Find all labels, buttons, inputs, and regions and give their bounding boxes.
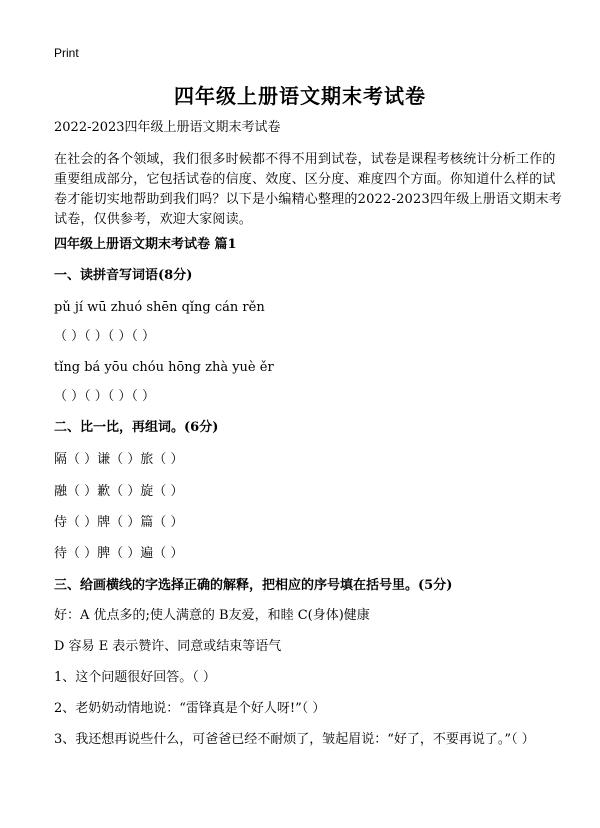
compare-row: 侍（ ）牌（ ）篇（ ） (54, 515, 184, 530)
definition-options-1: 好：A 优点多的;使人满意的 B友爱，和睦 C(身体)健康 (54, 608, 370, 623)
document-subtitle: 2022-2023四年级上册语文期末考试卷 (54, 120, 281, 135)
section3-heading: 三、给画横线的字选择正确的解释，把相应的序号填在括号里。(5分) (54, 578, 453, 593)
intro-paragraph: 在社会的各个领域，我们很多时候都不得不用到试卷，试卷是课程考核统计分析工作的重要组成部分，它包括试卷的信度、效度、区分度、难度四个方面。你知道什么样的试卷才能切实地帮助到我们吗？以下是小编精心整理的2022-2023四年级上册语文期末考试卷，仅供参考，欢迎大家阅读。 (54, 152, 562, 227)
compare-row: 融（ ）歉（ ）旋（ ） (54, 484, 184, 499)
section1-heading: 一、读拼音写词语(8分) (54, 268, 193, 283)
question-1: 1、这个问题很好回答。（ ） (54, 670, 216, 685)
definition-options-2: D 容易 E 表示赞许、同意或结束等语气 (54, 639, 282, 654)
compare-row: 待（ ）脾（ ）遍（ ） (54, 546, 184, 561)
part-heading: 四年级上册语文期末考试卷 篇1 (54, 237, 237, 252)
blanks-row-1: （ ）（ ）（ ）（ ） (54, 329, 156, 344)
print-link[interactable]: Print (54, 46, 79, 60)
document-title: 四年级上册语文期末考试卷 (174, 84, 426, 108)
question-2: 2、老奶奶动情地说：“雷锋真是个好人呀!”（ ） (54, 701, 326, 716)
compare-row: 隔（ ）谦（ ）旅（ ） (54, 452, 184, 467)
pinyin-row-2: tǐng bá yōu chóu hōng zhà yuè ěr (54, 360, 274, 375)
question-3: 3、我还想再说些什么，可爸爸已经不耐烦了，皱起眉说：“好了，不要再说了。”（ ） (54, 732, 535, 747)
pinyin-row-1: pǔ jí wū zhuó shēn qǐng cán rěn (54, 300, 265, 315)
blanks-row-2: （ ）（ ）（ ）（ ） (54, 389, 156, 404)
section2-heading: 二、比一比，再组词。(6分) (54, 420, 219, 435)
